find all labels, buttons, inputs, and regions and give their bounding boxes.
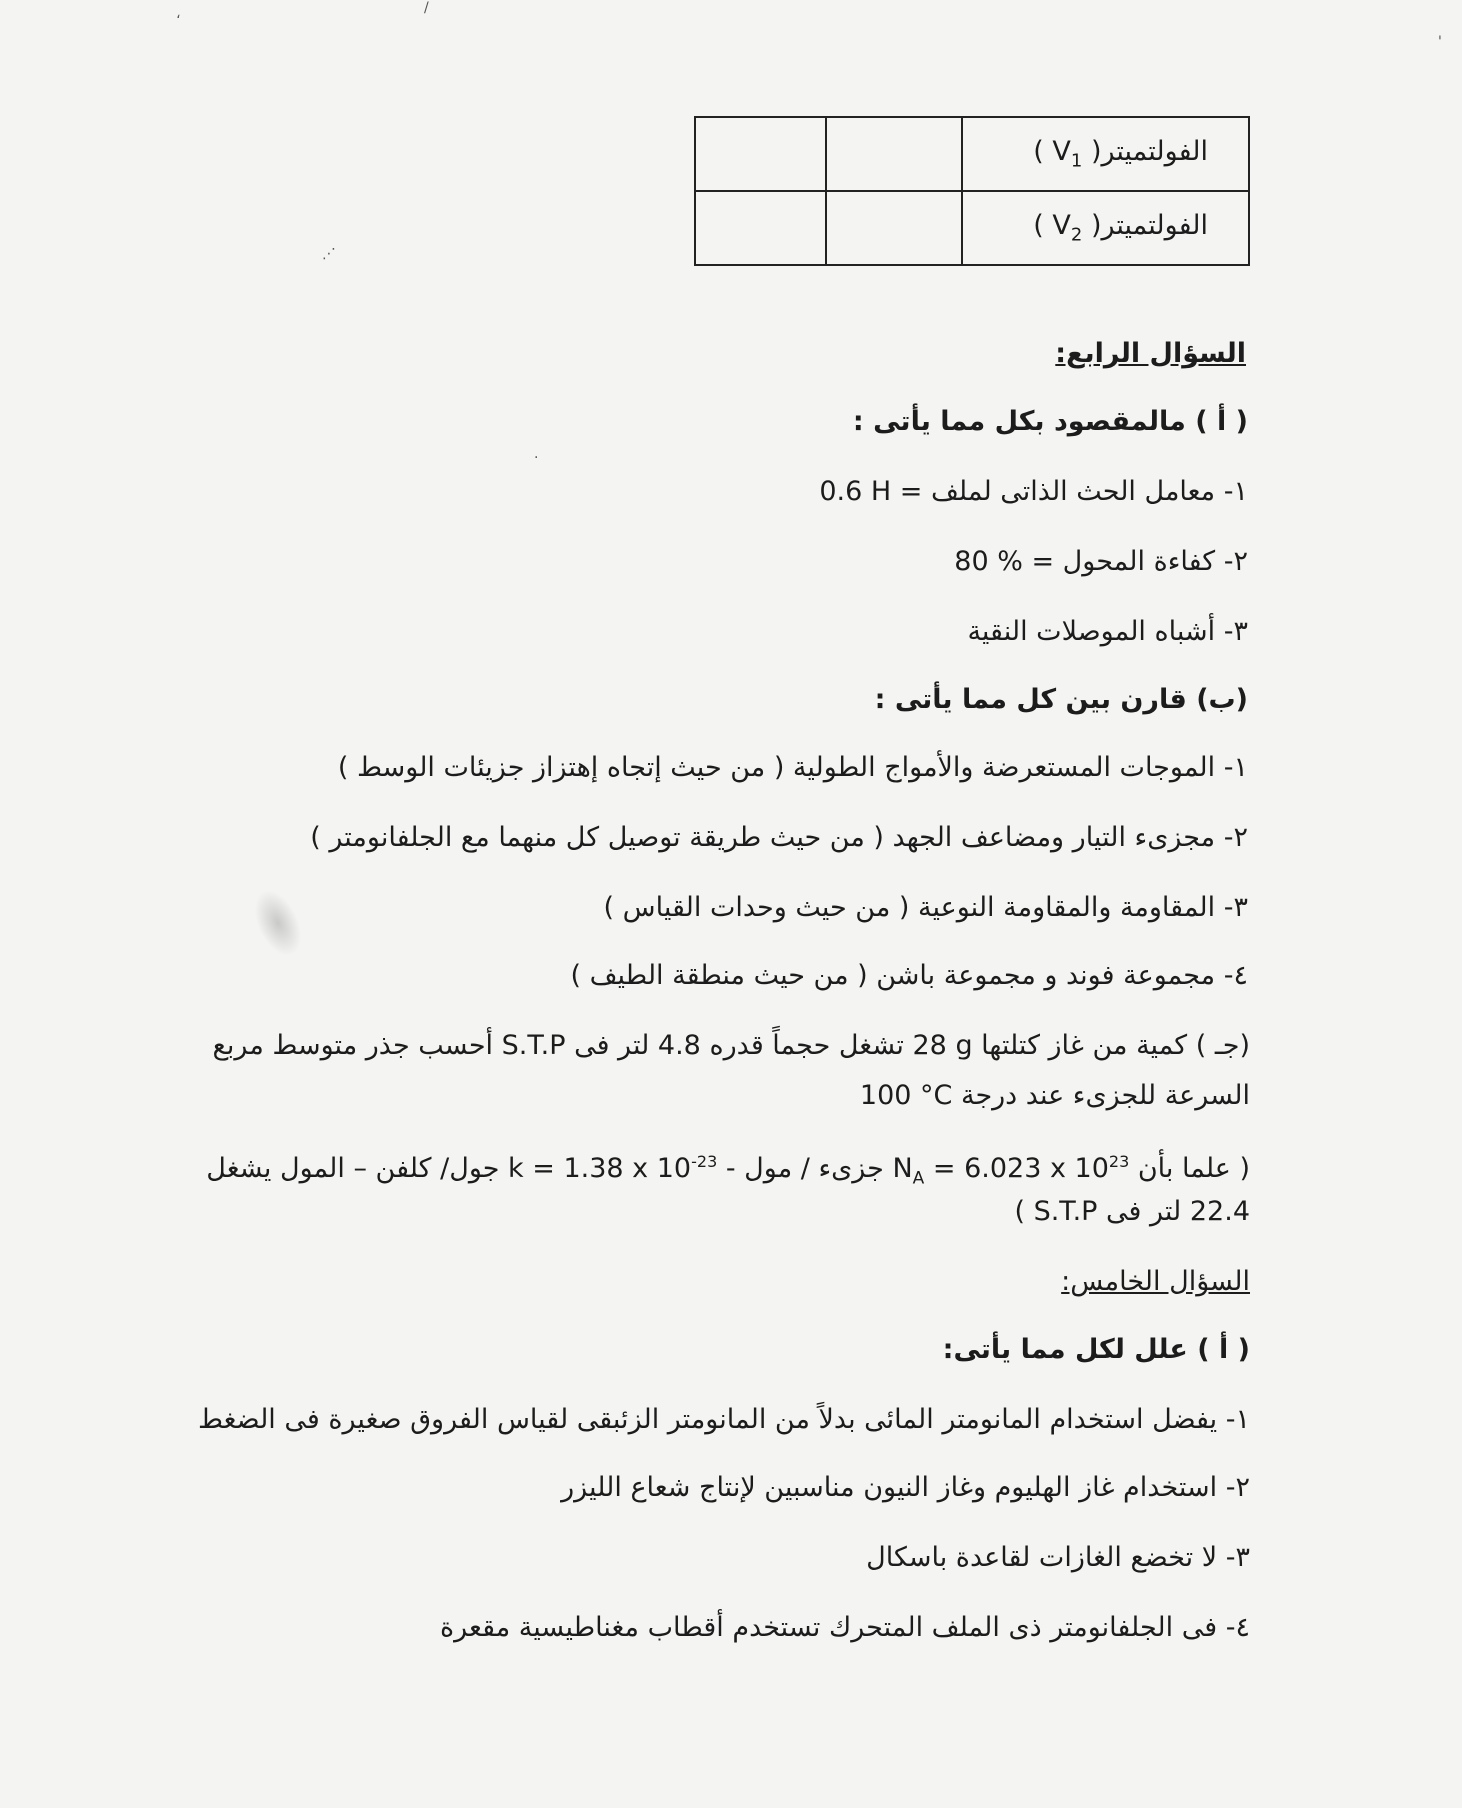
q4-b-item-2: ٢- مجزىء التيار ومضاعف الجهد ( من حيث طريقة توصيل كل منهما مع الجلفانومتر ) (310, 822, 1248, 853)
voltmeter-symbol: ( $V_1$ ) (1033, 136, 1102, 172)
voltmeter-2-label-cell (962, 191, 1249, 265)
table-row (695, 117, 1249, 191)
scan-speck: ⋰ (322, 246, 336, 262)
empty-cell (826, 191, 962, 265)
q4-part-b-title: (ب) قارن بين كل مما يأتى : (874, 684, 1248, 715)
voltmeter-symbol: ( $V_2$ ) (1033, 210, 1102, 246)
q4-b-item-4: ٤- مجموعة فوند و مجموعة باشن ( من حيث منطقة الطيف ) (570, 960, 1248, 991)
empty-cell (695, 117, 826, 191)
q5-a-item-1: ١- يفضل استخدام المانومتر المائى بدلاً من المانومتر الزئبقى لقياس الفروق صغيرة فى الضغط (198, 1404, 1250, 1435)
empty-cell (695, 191, 826, 265)
empty-cell (826, 117, 962, 191)
q5-a-item-4: ٤- فى الجلفانومتر ذى الملف المتحرك تستخدم أقطاب مغناطيسية مقعرة (440, 1612, 1250, 1643)
voltmeter-label: الفولتميتر (1101, 136, 1208, 168)
question-4-title: السؤال الرابع: (1055, 338, 1246, 369)
q5-part-a-title: ( أ ) علل لكل مما يأتى: (942, 1334, 1250, 1365)
scan-speck: / (424, 0, 429, 16)
question-5-title: السؤال الخامس: (1061, 1266, 1250, 1297)
scan-speck: ' (1438, 34, 1442, 50)
q4-c-line-4: 22.4 لتر فى S.T.P ) (1014, 1196, 1250, 1227)
boltzmann-constant: k = 1.38 x $10^{-23}$ (508, 1152, 718, 1184)
voltmeter-label: الفولتميتر (1101, 210, 1208, 242)
scan-smudge (245, 883, 311, 963)
voltmeter-1-label-cell (962, 117, 1249, 191)
table-row (695, 191, 1249, 265)
q4-part-a-title: ( أ ) مالمقصود بكل مما يأتى : (852, 406, 1248, 437)
q4-a-item-2: ٢- كفاءة المحول = 80 % (954, 546, 1248, 577)
q4-c-line-1: (جـ ) كمية من غاز كتلتها 28 g تشغل حجماً قدره 4.8 لتر فى S.T.P أحسب جذر متوسط مربع (212, 1030, 1250, 1061)
scan-speck: ، (176, 6, 181, 22)
q4-a-item-3: ٣- أشباه الموصلات النقية (967, 616, 1248, 647)
avogadro-constant: $N_A = 6.023$ x $10^{23}$ (892, 1152, 1130, 1189)
q4-b-item-3: ٣- المقاومة والمقاومة النوعية ( من حيث وحدات القياس ) (603, 892, 1248, 923)
q4-a-item-1: ١- معامل الحث الذاتى لملف = 0.6 H (819, 476, 1248, 507)
q4-c-line-3: ( علما بأن $N_A = 6.023$ x $10^{23}$ جزىء / مول - k = 1.38 x $10^{-23}$ جول/ كلفن – المول يشغل (206, 1152, 1250, 1189)
scan-speck: · (534, 450, 539, 466)
q5-a-item-3: ٣- لا تخضع الغازات لقاعدة باسكال (866, 1542, 1250, 1573)
voltmeter-table (694, 116, 1250, 266)
q5-a-item-2: ٢- استخدام غاز الهليوم وغاز النيون مناسبين لإنتاج شعاع الليزر (561, 1472, 1250, 1503)
q4-b-item-1: ١- الموجات المستعرضة والأمواج الطولية ( من حيث إتجاه إهتزاز جزيئات الوسط ) (337, 752, 1248, 783)
q4-c-line-2: السرعة للجزىء عند درجة 100 °C (859, 1080, 1250, 1111)
